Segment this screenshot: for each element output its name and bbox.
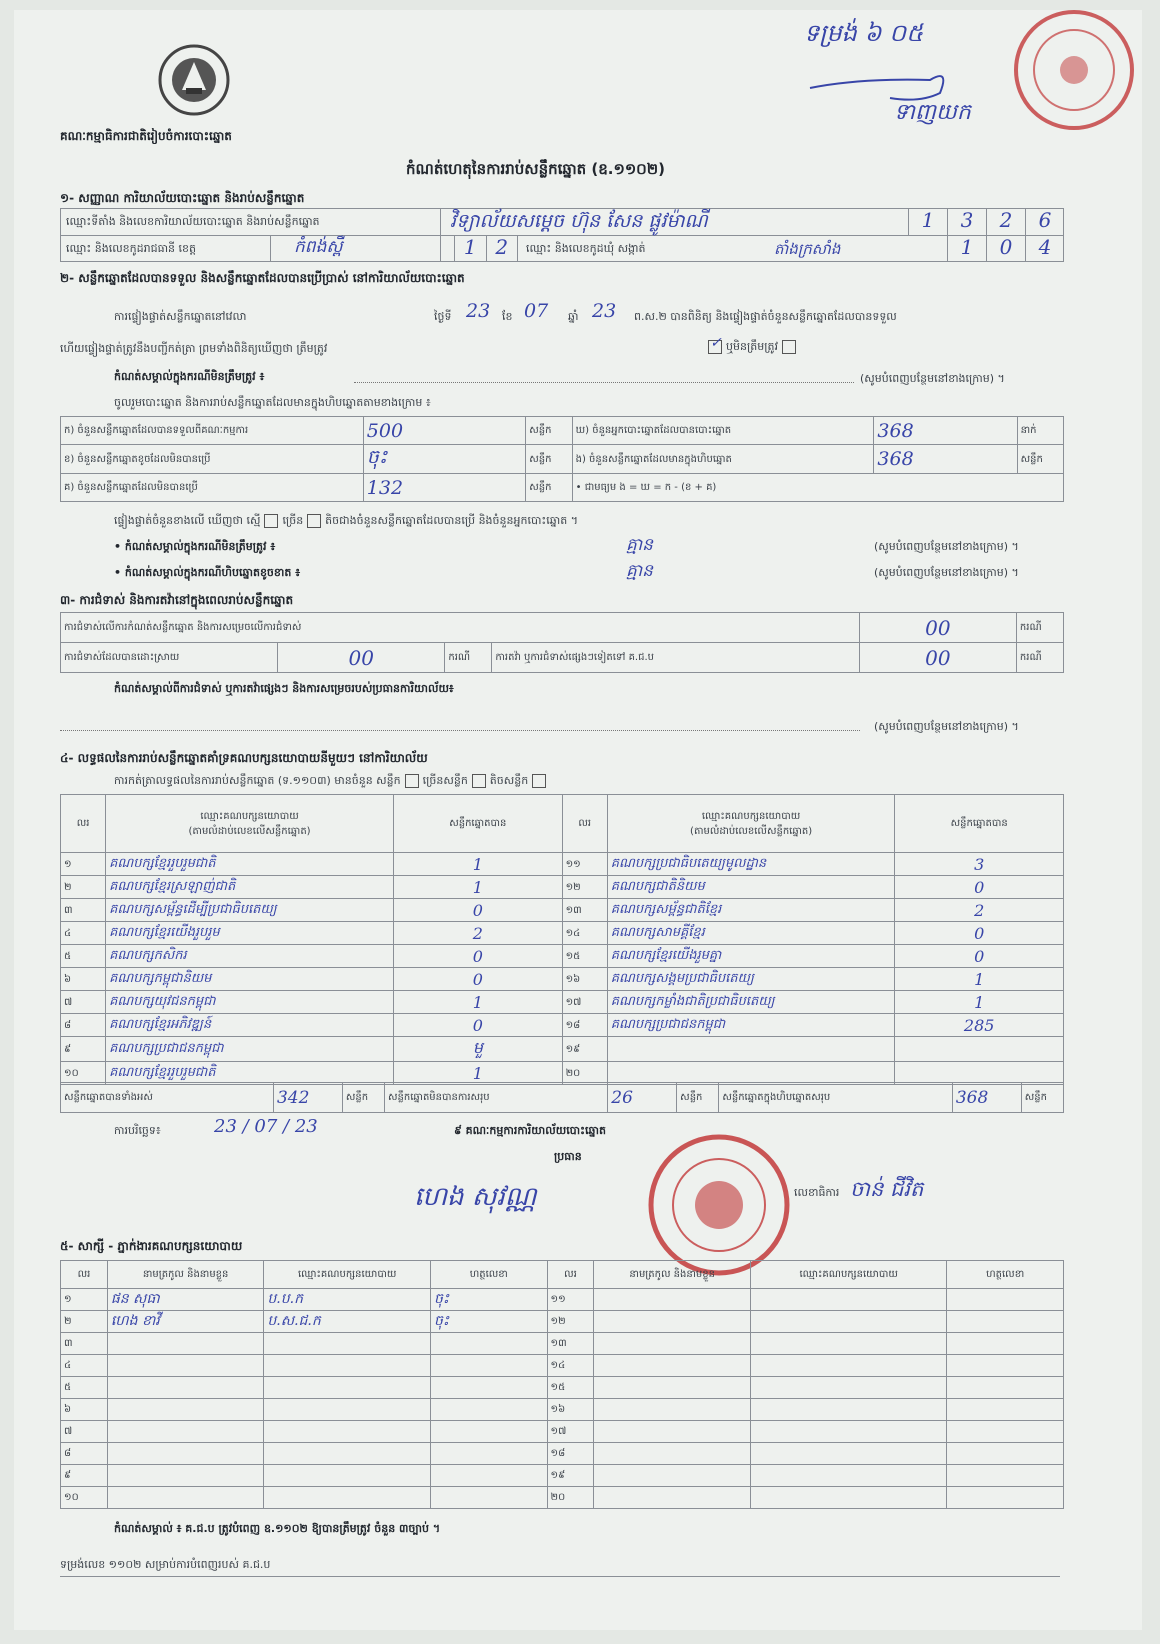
more-sheet-checkbox[interactable] — [472, 774, 486, 788]
col-party — [106, 795, 394, 853]
witness-number: ១០ — [61, 1487, 108, 1509]
table-row — [61, 1333, 1064, 1355]
section3-heading: ៣- ការជំទាស់ និងការតវ៉ានៅក្នុងពេលរាប់សន្លឹកឆ្នោត — [60, 593, 294, 607]
witness-party — [750, 1443, 946, 1465]
witness-party — [750, 1355, 946, 1377]
party-name: គណបក្សប្រជាជនកម្ពុជា — [106, 1037, 394, 1062]
section4-heading: ៤- លទ្ធផលនៃការរាប់សន្លឹកឆ្នោតគាំទ្រគណបក្សនយោបាយនីមួយៗ នៅការិយាល័យ — [60, 751, 428, 765]
party-number: ៤ — [61, 922, 106, 945]
code-digit: 6 — [1025, 208, 1064, 235]
col-number: លរ — [61, 795, 106, 853]
commission-name: គណៈកម្មាធិការជាតិរៀបចំការបោះឆ្នោត — [60, 129, 232, 143]
witness-sign — [947, 1377, 1064, 1399]
col-party: ឈ្មោះគណបក្សនយោបាយ — [750, 1261, 946, 1289]
committee-label: ៩ គណៈកម្មការការិយាល័យបោះឆ្នោត — [454, 1124, 606, 1137]
col-party — [607, 795, 895, 853]
party-number: ៨ — [61, 1014, 106, 1037]
party-votes: 0 — [393, 968, 562, 991]
table-row — [61, 853, 1064, 876]
date-year: 23 — [592, 300, 617, 322]
count-value: ចុះ — [363, 445, 526, 474]
count-value: 368 — [874, 417, 1017, 445]
code-digit: 1 — [908, 208, 947, 235]
party-number: ៦ — [61, 968, 106, 991]
party-votes: 0 — [393, 945, 562, 968]
witness-party — [264, 1421, 431, 1443]
note2-label: • កំណត់សម្គាល់ក្នុងករណីហិបឆ្នោតខូចខាត ៖ — [114, 566, 301, 579]
total-label: សន្លឹកឆ្នោតក្នុងហិបឆ្នោតសរុប — [719, 1083, 953, 1113]
party-name: គណបក្សខ្មែរយើងរួមគ្នា — [607, 945, 895, 968]
party-votes: 2 — [895, 899, 1064, 922]
check-more-label: ច្រើន — [282, 514, 304, 527]
less-sheet-checkbox[interactable] — [532, 774, 546, 788]
witness-name — [107, 1355, 264, 1377]
witness-name — [107, 1443, 264, 1465]
party-number: ៥ — [61, 945, 106, 968]
witness-number: ៩ — [61, 1465, 108, 1487]
location-label: ឈ្មោះទីតាំង និងលេខការិយាល័យបោះឆ្នោត និងរាប់សន្លឹកឆ្នោត — [66, 215, 320, 228]
count-unit: សន្លឹក — [526, 417, 572, 445]
party-votes: 1 — [895, 991, 1064, 1014]
resolved-label: ការជំទាស់ដែលបានដោះស្រាយ — [61, 643, 278, 673]
count-unit: នាក់ — [1017, 417, 1063, 445]
witness-number: ១៥ — [547, 1377, 594, 1399]
witness-party — [750, 1465, 946, 1487]
witness-number: ៨ — [61, 1443, 108, 1465]
count-unit: សន្លឹក — [526, 445, 572, 474]
official-stamp-icon — [1004, 10, 1134, 140]
witness-name — [594, 1333, 751, 1355]
code-digit: 2 — [486, 235, 519, 262]
col-party-sub: (តាមលំដាប់លេខលើសន្លឹកឆ្នោត) — [690, 825, 813, 837]
witness-party — [264, 1465, 431, 1487]
count-intro: ចូលរួមបោះឆ្នោត និងការរាប់សន្លឹកឆ្នោតដែលមានក្នុងហិបឆ្នោតតាមខាងក្រោម ៖ — [114, 396, 431, 409]
witness-name — [107, 1377, 264, 1399]
divider — [440, 208, 441, 262]
party-results-table — [60, 794, 1064, 1085]
secretary-name: ចាន់ ជីវិត — [850, 1177, 924, 1201]
party-votes: 1 — [393, 991, 562, 1014]
col-number: លរ — [562, 795, 607, 853]
verify-line2: ហើយផ្ទៀងផ្ទាត់ត្រូវនឹងបញ្ជីកត់ត្រា ព្រមទាំងពិនិត្យឃើញថា ត្រឹមត្រូវ — [60, 342, 328, 355]
section3-remark-hint: (សូមបំពេញបន្ថែមនៅខាងក្រោម) ។ — [874, 720, 1019, 733]
witness-sign — [947, 1421, 1064, 1443]
witness-number: ១៨ — [547, 1443, 594, 1465]
witness-sign — [947, 1443, 1064, 1465]
table-row — [61, 1014, 1064, 1037]
witness-party — [750, 1311, 946, 1333]
code-digit: 1 — [947, 235, 986, 262]
witness-sign — [431, 1377, 548, 1399]
witness-name — [107, 1333, 264, 1355]
more-sheet-label: ច្រើនសន្លឹក — [422, 774, 468, 787]
province-label: ឈ្មោះ និងលេខកូដរាជធានី ខេត្ត — [66, 242, 196, 255]
table-row — [61, 1399, 1064, 1421]
party-number: ៣ — [61, 899, 106, 922]
party-votes: 2 — [393, 922, 562, 945]
party-name: គណបក្សសង្គមប្រជាធិបតេយ្យ — [607, 968, 895, 991]
witness-party — [264, 1443, 431, 1465]
document-title: កំណត់ហេតុនៃការរាប់សន្លឹកឆ្នោត (ឧ.១១០២) — [406, 160, 666, 178]
count-value: 132 — [363, 474, 526, 502]
witness-number: ១៦ — [547, 1399, 594, 1421]
province-value: កំពង់ស្ពឺ — [294, 237, 343, 257]
remark-label: កំណត់សម្គាល់ក្នុងករណីមិនត្រឹមត្រូវ ៖ — [114, 370, 265, 383]
more-checkbox[interactable] — [307, 514, 321, 528]
code-digit: 1 — [454, 235, 486, 262]
party-number: ៧ — [61, 991, 106, 1014]
table-row — [61, 1289, 1064, 1311]
committee-stamp-icon — [644, 1130, 794, 1280]
witness-sign — [947, 1399, 1064, 1421]
witness-party: ប.ប.ក — [264, 1289, 431, 1311]
col-party: ឈ្មោះគណបក្សនយោបាយ — [264, 1261, 431, 1289]
day-label: ថ្ងៃទី — [434, 310, 452, 323]
table-row — [61, 1311, 1064, 1333]
col-sign: ហត្ថលេខា — [431, 1261, 548, 1289]
president-signature: ហេង សុវណ្ណ — [414, 1182, 537, 1212]
location-value: វិទ្យាល័យសម្តេច ហ៊ុន សែន ផ្លូវម៉ាណី — [450, 210, 708, 232]
witness-party — [750, 1377, 946, 1399]
table-row — [61, 1377, 1064, 1399]
commune-code — [947, 235, 1064, 262]
party-name: គណបក្សខ្មែរយើងរួបរួម — [106, 922, 394, 945]
witness-name — [594, 1465, 751, 1487]
objection-unit: ករណី — [1016, 613, 1063, 643]
check-equal-label: ផ្ទៀងផ្ទាត់ចំនួនខាងលើ ឃើញថា ស្មើ — [114, 514, 261, 527]
check-less-label: តិចជាងចំនួនសន្លឹកឆ្នោតដែលបានប្រើ និងចំនួនអ្នកបោះឆ្នោត ។ — [325, 514, 578, 527]
equal-sheet-checkbox[interactable] — [405, 774, 419, 788]
witness-name — [107, 1487, 264, 1509]
table-row — [61, 876, 1064, 899]
party-votes: 0 — [895, 876, 1064, 899]
witness-sign: ចុះ — [431, 1289, 548, 1311]
witness-name — [107, 1465, 264, 1487]
witness-number: ៧ — [61, 1421, 108, 1443]
objection-table — [60, 612, 1064, 673]
witness-party — [264, 1355, 431, 1377]
party-number: ១០ — [61, 1062, 106, 1085]
col-votes: សន្លឹកឆ្នោតបាន — [393, 795, 562, 853]
table-row — [61, 968, 1064, 991]
footnote: កំណត់សម្គាល់ ៖ គ.ជ.ប ត្រូវបំពេញ ឧ.១១០២ ឱ្យបានត្រឹមត្រូវ ចំនួន ៣ច្បាប់ ។ — [114, 1522, 441, 1535]
party-name: គណបក្សសម្ព័ន្ធជាតិខ្មែរ — [607, 899, 895, 922]
party-name: គណបក្សប្រជាជនកម្ពុជា — [607, 1014, 895, 1037]
witness-name — [594, 1443, 751, 1465]
witness-number: ១៤ — [547, 1355, 594, 1377]
check-correct — [704, 335, 800, 356]
resolved-unit: ករណី — [445, 643, 492, 673]
witness-sign — [431, 1487, 548, 1509]
year-label: ឆ្នាំ — [568, 310, 579, 323]
commune-label: ឈ្មោះ និងលេខកូដឃុំ សង្កាត់ — [526, 242, 646, 255]
witness-name — [107, 1421, 264, 1443]
footer: ទម្រង់លេខ ១១០២ សម្រាប់ការបំពេញរបស់ គ.ជ.ប — [60, 1558, 271, 1571]
witness-sign — [431, 1333, 548, 1355]
subline-text: ការកត់ត្រាលទ្ធផលនៃការរាប់សន្លឹកឆ្នោត (ទ.១១០៣) មានចំនួន សន្លឹក — [114, 774, 401, 787]
table-row — [61, 922, 1064, 945]
witness-name — [107, 1399, 264, 1421]
party-number: ១៤ — [562, 922, 607, 945]
witness-party — [264, 1333, 431, 1355]
party-number: ២០ — [562, 1062, 607, 1085]
section1-heading: ១- សញ្ញាណ ការិយាល័យបោះឆ្នោត និងរាប់សន្លឹកឆ្នោត — [60, 191, 305, 205]
party-votes: 0 — [895, 922, 1064, 945]
col-number: លរ — [61, 1261, 108, 1289]
party-name: គណបក្សខ្មែររួបរួមជាតិ — [106, 1062, 394, 1085]
witness-party — [750, 1289, 946, 1311]
check-line — [114, 514, 578, 530]
formula: • ជាមធ្យម ង = ឃ = ក - (ខ + គ) — [572, 474, 1063, 502]
party-number: ៩ — [61, 1037, 106, 1062]
witness-table — [60, 1260, 1064, 1509]
note1-label: • កំណត់សម្គាល់ក្នុងករណីមិនត្រឹមត្រូវ ៖ — [114, 540, 276, 553]
witness-sign: ចុះ — [431, 1311, 548, 1333]
doc-signature: ទាញយក — [894, 100, 971, 125]
col-votes: សន្លឹកឆ្នោតបាន — [895, 795, 1064, 853]
nec-logo-icon — [154, 40, 234, 120]
witness-number: ១ — [61, 1289, 108, 1311]
objection-value: 00 — [859, 613, 1016, 643]
count-label: ក) ចំនួនសន្លឹកឆ្នោតដែលបានទទួលពីគណៈកម្មការ — [61, 417, 364, 445]
party-name: គណបក្សសាមគ្គីខ្មែរ — [607, 922, 895, 945]
incorrect-checkbox[interactable] — [782, 340, 796, 354]
col-sign: ហត្ថលេខា — [947, 1261, 1064, 1289]
objection-label: ការជំទាស់លើការកំណត់សន្លឹកឆ្នោត និងការសម្រេចលើការជំទាស់ — [61, 613, 860, 643]
party-number: ១២ — [562, 876, 607, 899]
count-label: ង) ចំនួនសន្លឹកឆ្នោតដែលមានក្នុងហិបឆ្នោត — [572, 445, 874, 474]
witness-number: ១១ — [547, 1289, 594, 1311]
count-label: ខ) ចំនួនសន្លឹកឆ្នោតខូចដែលមិនបានប្រើ — [61, 445, 364, 474]
remark-line — [60, 730, 860, 731]
witness-sign — [947, 1355, 1064, 1377]
section2-heading: ២- សន្លឹកឆ្នោតដែលបានទទួល និងសន្លឹកឆ្នោតដែលបានប្រើប្រាស់ នៅការិយាល័យបោះឆ្នោត — [60, 271, 465, 285]
table-row — [61, 1037, 1064, 1062]
count-value: 500 — [363, 417, 526, 445]
witness-party — [750, 1333, 946, 1355]
party-name: គណបក្សប្រជាធិបតេយ្យមូលដ្ឋាន — [607, 853, 895, 876]
party-number: ១៦ — [562, 968, 607, 991]
equal-checkbox[interactable] — [264, 514, 278, 528]
invalid-unit: សន្លឹក — [677, 1083, 719, 1113]
table-row — [61, 1421, 1064, 1443]
note1-hint: (សូមបំពេញបន្ថែមនៅខាងក្រោម) ។ — [874, 540, 1019, 553]
document-page — [14, 10, 1142, 1630]
note2-value: គ្មាន — [626, 561, 653, 581]
witness-number: ៥ — [61, 1377, 108, 1399]
party-name: គណបក្សសម្ព័ន្ធដើម្បីប្រជាធិបតេយ្យ — [106, 899, 394, 922]
party-name: គណបក្សកម្ពុជានិយម — [106, 968, 394, 991]
valid-unit: សន្លឹក — [342, 1083, 384, 1113]
note2-hint: (សូមបំពេញបន្ថែមនៅខាងក្រោម) ។ — [874, 566, 1019, 579]
witness-party — [750, 1421, 946, 1443]
code-digit: 3 — [947, 208, 986, 235]
party-number: ១៣ — [562, 899, 607, 922]
party-votes: 1 — [393, 876, 562, 899]
location-code — [908, 208, 1064, 235]
witness-number: ២០ — [547, 1487, 594, 1509]
witness-number: ៦ — [61, 1399, 108, 1421]
party-votes — [895, 1037, 1064, 1062]
party-number: ២ — [61, 876, 106, 899]
table-row — [61, 1465, 1064, 1487]
witness-name — [594, 1421, 751, 1443]
note1-value: គ្មាន — [626, 535, 653, 555]
witness-name — [594, 1399, 751, 1421]
valid-value: 342 — [273, 1083, 342, 1113]
commune-value: តាំងក្រសាំង — [774, 240, 841, 258]
total-unit: សន្លឹក — [1021, 1083, 1063, 1113]
witness-name — [594, 1311, 751, 1333]
party-number: ១១ — [562, 853, 607, 876]
witness-name — [594, 1289, 751, 1311]
witness-number: ១២ — [547, 1311, 594, 1333]
col-name: នាមត្រកូល និងនាមខ្លួន — [594, 1261, 751, 1289]
verify-time-label: ការផ្ទៀងផ្ទាត់សន្លឹកឆ្នោតនៅវេលា — [114, 310, 247, 323]
remark-line — [354, 382, 854, 383]
complaint-unit: ករណី — [1016, 643, 1063, 673]
party-votes: 0 — [895, 945, 1064, 968]
table-row — [61, 991, 1064, 1014]
party-votes: 1 — [393, 853, 562, 876]
section5-heading: ៥- សាក្សី - ភ្នាក់ងារគណបក្សនយោបាយ — [60, 1239, 243, 1253]
invalid-value: 26 — [608, 1083, 677, 1113]
sign-title: ប្រធាន — [554, 1150, 582, 1163]
totals-table — [60, 1082, 1064, 1113]
less-sheet-label: តិចសន្លឹក — [489, 774, 529, 787]
date-label: ការបរិច្ឆេទ៖ — [114, 1124, 161, 1137]
party-votes: មួ — [393, 1037, 562, 1062]
witness-party — [264, 1487, 431, 1509]
party-votes: 1 — [393, 1062, 562, 1085]
table-row — [61, 899, 1064, 922]
complaint-value: 00 — [859, 643, 1016, 673]
witness-sign — [431, 1465, 548, 1487]
invalid-label: សន្លឹកឆ្នោតមិនបានការសរុប — [385, 1083, 608, 1113]
party-votes: 1 — [895, 968, 1064, 991]
secretary-label: លេខាធិការ — [794, 1186, 840, 1199]
verify-text: ព.ស.២ បានពិនិត្យ និងផ្ទៀងផ្ទាត់ចំនួនសន្លឹកឆ្នោតដែលបានទទួល — [634, 310, 897, 323]
valid-label: សន្លឹកឆ្នោតបានទាំងអស់ — [61, 1083, 274, 1113]
party-name: គណបក្សខ្មែររួបរួមជាតិ — [106, 853, 394, 876]
witness-name — [594, 1377, 751, 1399]
witness-party: ប.ស.ជ.ក — [264, 1311, 431, 1333]
table-row — [61, 1355, 1064, 1377]
party-number: ១៧ — [562, 991, 607, 1014]
party-number: ១៨ — [562, 1014, 607, 1037]
date-month: 07 — [524, 300, 549, 322]
incorrect-label: ឬមិនត្រឹមត្រូវ — [726, 340, 778, 353]
col-party-label: ឈ្មោះគណបក្សនយោបាយ — [701, 810, 801, 822]
party-name: គណបក្សកម្លាំងជាតិប្រជាធិបតេយ្យ — [607, 991, 895, 1014]
code-digit: 2 — [986, 208, 1025, 235]
resolved-value: 00 — [278, 643, 445, 673]
section3-remark: កំណត់សម្គាល់ពីការជំទាស់ ឬការតវ៉ាផ្សេងៗ និងការសម្រេចរបស់ប្រធានការិយាល័យ៖ — [114, 682, 454, 695]
witness-sign — [431, 1399, 548, 1421]
month-label: ខែ — [502, 310, 513, 323]
witness-number: ១៣ — [547, 1333, 594, 1355]
table-row — [61, 945, 1064, 968]
witness-party — [264, 1399, 431, 1421]
count-unit: សន្លឹក — [526, 474, 572, 502]
total-value: 368 — [952, 1083, 1021, 1113]
complaint-label: ការតវ៉ា ឬការជំទាស់ផ្សេងៗទៀតទៅ គ.ជ.ប — [492, 643, 859, 673]
witness-sign — [947, 1333, 1064, 1355]
witness-number: ២ — [61, 1311, 108, 1333]
col-number: លរ — [547, 1261, 594, 1289]
witness-sign — [431, 1443, 548, 1465]
witness-sign — [431, 1421, 548, 1443]
party-name: គណបក្សកសិករ — [106, 945, 394, 968]
witness-number: ៣ — [61, 1333, 108, 1355]
witness-name: ផន សុធា — [107, 1289, 264, 1311]
party-name — [607, 1037, 895, 1062]
count-unit: សន្លឹក — [1017, 445, 1063, 474]
section4-subline — [114, 774, 550, 790]
party-name: គណបក្សខ្មែរស្រឡាញ់ជាតិ — [106, 876, 394, 899]
witness-party — [750, 1487, 946, 1509]
witness-number: ៤ — [61, 1355, 108, 1377]
witness-name: ហេង ខាវី — [107, 1311, 264, 1333]
witness-number: ១៩ — [547, 1465, 594, 1487]
party-name: គណបក្សយុវជនកម្ពុជា — [106, 991, 394, 1014]
col-name: នាមត្រកូល និងនាមខ្លួន — [107, 1261, 264, 1289]
party-name: គណបក្សជាតិនិយម — [607, 876, 895, 899]
witness-sign — [947, 1465, 1064, 1487]
col-party-label: ឈ្មោះគណបក្សនយោបាយ — [200, 810, 299, 822]
witness-sign — [947, 1311, 1064, 1333]
witness-party — [264, 1377, 431, 1399]
witness-sign — [947, 1487, 1064, 1509]
party-number: ១៩ — [562, 1037, 607, 1062]
table-row — [61, 1443, 1064, 1465]
date-day: 23 — [466, 300, 491, 322]
count-label: គ) ចំនួនសន្លឹកឆ្នោតដែលមិនបានប្រើ — [61, 474, 364, 502]
party-votes: 285 — [895, 1014, 1064, 1037]
ballot-count-table — [60, 416, 1064, 502]
party-number: ១ — [61, 853, 106, 876]
col-party-sub: (តាមលំដាប់លេខលើសន្លឹកឆ្នោត) — [188, 825, 311, 837]
witness-sign — [947, 1289, 1064, 1311]
party-votes: 3 — [895, 853, 1064, 876]
doc-number: ទម្រង់ ៦ ០៥ — [804, 19, 924, 47]
witness-number: ១៧ — [547, 1421, 594, 1443]
remark-hint: (សូមបំពេញបន្ថែមនៅខាងក្រោម) ។ — [860, 372, 1005, 385]
party-votes: 0 — [393, 1014, 562, 1037]
code-digit: 0 — [986, 235, 1025, 262]
footer-divider — [60, 1576, 1060, 1577]
party-name: គណបក្សខ្មែរអភិវឌ្ឍន៍ — [106, 1014, 394, 1037]
witness-sign — [431, 1355, 548, 1377]
date-value: 23 / 07 / 23 — [214, 1116, 318, 1137]
count-label: ឃ) ចំនួនអ្នកបោះឆ្នោតដែលបានបោះឆ្នោត — [572, 417, 874, 445]
count-value: 368 — [874, 445, 1017, 474]
province-code — [454, 235, 518, 262]
witness-name — [594, 1355, 751, 1377]
correct-checkbox[interactable]: ✓ — [708, 340, 722, 354]
witness-name — [594, 1487, 751, 1509]
divider — [270, 235, 271, 262]
party-votes: 0 — [393, 899, 562, 922]
party-number: ១៥ — [562, 945, 607, 968]
code-digit: 4 — [1025, 235, 1064, 262]
witness-party — [750, 1399, 946, 1421]
table-row — [61, 1487, 1064, 1509]
